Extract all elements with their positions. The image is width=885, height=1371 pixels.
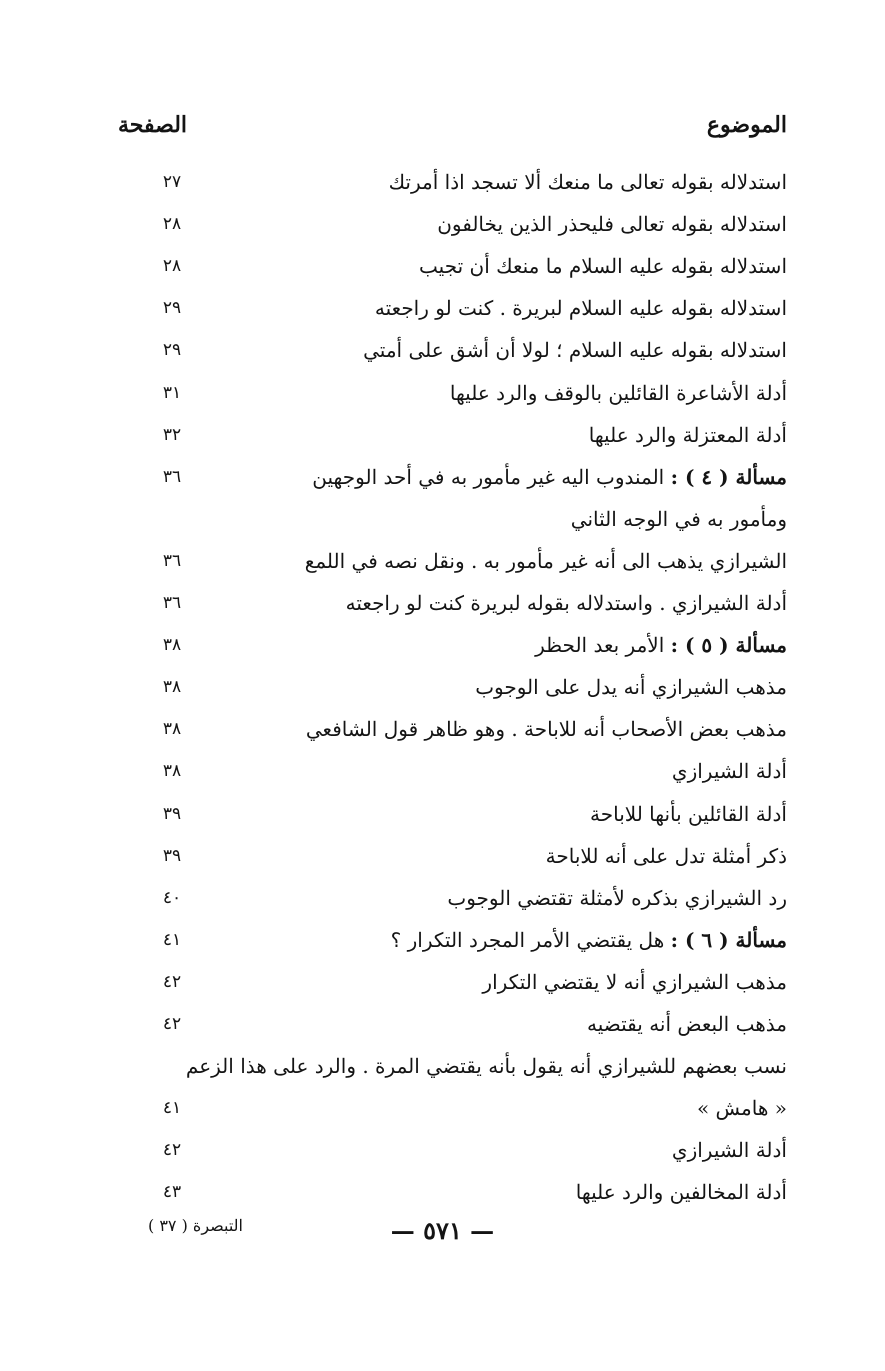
question-label: مسألة ( ٦ ) :	[670, 928, 787, 952]
topic-text: « هامش »	[696, 1096, 787, 1120]
topic-text: أدلة الأشاعرة القائلين بالوقف والرد عليها	[449, 381, 787, 405]
page-column-header: الصفحة	[118, 112, 188, 138]
index-row-topic	[363, 335, 787, 365]
index-row-topic	[419, 251, 787, 281]
index-row-page: ٢٩	[162, 298, 182, 318]
index-row-page: ٢٧	[162, 172, 182, 192]
index-row-page: ٣٨	[162, 719, 182, 739]
index-row-topic	[450, 378, 787, 408]
topic-column-header: الموضوع	[706, 112, 787, 138]
topic-text: أدلة المعتزلة والرد عليها	[588, 423, 787, 447]
topic-text: الأمر بعد الحظر	[535, 633, 671, 657]
topic-text: ذكر أمثلة تدل على أنه للاباحة	[545, 844, 787, 868]
index-row-page: ٤١	[162, 930, 182, 950]
book-marker: التبصرة ( ٣٧ )	[148, 1216, 243, 1235]
index-row-topic	[697, 1093, 787, 1123]
topic-text: استدلاله بقوله عليه السلام ما منعك أن تجيب	[419, 254, 787, 278]
index-row-topic	[482, 967, 787, 997]
question-label: مسألة ( ٥ ) :	[670, 633, 787, 657]
index-row-topic	[587, 1009, 787, 1039]
index-row-topic	[576, 1177, 787, 1207]
index-row-topic	[346, 588, 787, 618]
index-row-topic	[305, 546, 787, 576]
topic-text: ومأمور به في الوجه الثاني	[570, 507, 787, 531]
index-row-page: ٣٩	[162, 846, 182, 866]
index-row-topic	[186, 1051, 787, 1081]
index-row-page: ٤٢	[162, 1140, 182, 1160]
topic-text: استدلاله بقوله تعالى فليحذر الذين يخالفون	[437, 212, 787, 236]
index-row-page: ٣٨	[162, 677, 182, 697]
topic-text: أدلة الشيرازي	[671, 759, 787, 783]
topic-text: رد الشيرازي بذكره لأمثلة تقتضي الوجوب	[447, 886, 787, 910]
topic-text: مذهب الشيرازي أنه يدل على الوجوب	[475, 675, 787, 699]
index-row-page: ٢٩	[162, 340, 182, 360]
topic-text: أدلة الشيرازي . واستدلاله بقوله لبريرة كنت لو راجعته	[345, 591, 787, 615]
index-row-topic	[571, 504, 787, 534]
index-row-page: ٣٦	[162, 593, 182, 613]
index-row-page: ٣٨	[162, 761, 182, 781]
topic-text: نسب بعضهم للشيرازي أنه يقول بأنه يقتضي المرة . والرد على هذا الزعم	[185, 1054, 787, 1078]
index-row-topic	[535, 630, 787, 660]
index-row-page: ٣١	[162, 383, 182, 403]
topic-text: استدلاله بقوله عليه السلام ؛ لولا أن أشق على أمتي	[363, 338, 787, 362]
index-row-topic	[475, 672, 787, 702]
index-row-topic	[672, 1135, 787, 1165]
page-number: — ٥٧١ —	[390, 1216, 495, 1245]
topic-text: مذهب الشيرازي أنه لا يقتضي التكرار	[482, 970, 787, 994]
question-label: مسألة ( ٤ ) :	[670, 465, 787, 489]
topic-text: المندوب اليه غير مأمور به في أحد الوجهين	[312, 465, 671, 489]
index-row-page: ٣٨	[162, 635, 182, 655]
topic-text: الشيرازي يذهب الى أنه غير مأمور به . ونقل نصه في اللمع	[304, 549, 787, 573]
topic-text: أدلة القائلين بأنها للاباحة	[590, 802, 787, 826]
index-row-page: ٣٦	[162, 551, 182, 571]
topic-text: أدلة المخالفين والرد عليها	[575, 1180, 787, 1204]
index-row-topic	[375, 293, 787, 323]
index-row-topic	[672, 756, 787, 786]
index-row-page: ٤٣	[162, 1182, 182, 1202]
index-row-topic	[590, 799, 787, 829]
index-row-page: ٣٦	[162, 467, 182, 487]
index-row-page: ٤٢	[162, 1014, 182, 1034]
topic-text: مذهب البعض أنه يقتضيه	[587, 1012, 787, 1036]
topic-text: هل يقتضي الأمر المجرد التكرار ؟	[390, 928, 671, 952]
index-row-topic	[447, 883, 787, 913]
index-row-page: ٢٨	[162, 214, 182, 234]
index-row-topic	[391, 925, 787, 955]
index-row-page: ٤٠	[162, 888, 182, 908]
topic-text: استدلاله بقوله تعالى ما منعك ألا تسجد اذا أمرتك	[388, 170, 787, 194]
topic-text: استدلاله بقوله عليه السلام لبريرة . كنت لو راجعته	[374, 296, 787, 320]
index-row-topic	[312, 462, 787, 492]
index-row-topic	[589, 420, 787, 450]
index-row-page: ٢٨	[162, 256, 182, 276]
index-row-page: ٣٢	[162, 425, 182, 445]
index-row-page: ٤٢	[162, 972, 182, 992]
index-row-page: ٣٩	[162, 804, 182, 824]
index-row-page: ٤١	[162, 1098, 182, 1118]
topic-text: أدلة الشيرازي	[671, 1138, 787, 1162]
index-row-topic	[437, 209, 787, 239]
index-row-topic	[389, 167, 787, 197]
index-row-topic	[546, 841, 787, 871]
topic-text: مذهب بعض الأصحاب أنه للاباحة . وهو ظاهر قول الشافعي	[305, 717, 787, 741]
index-row-topic	[306, 714, 787, 744]
